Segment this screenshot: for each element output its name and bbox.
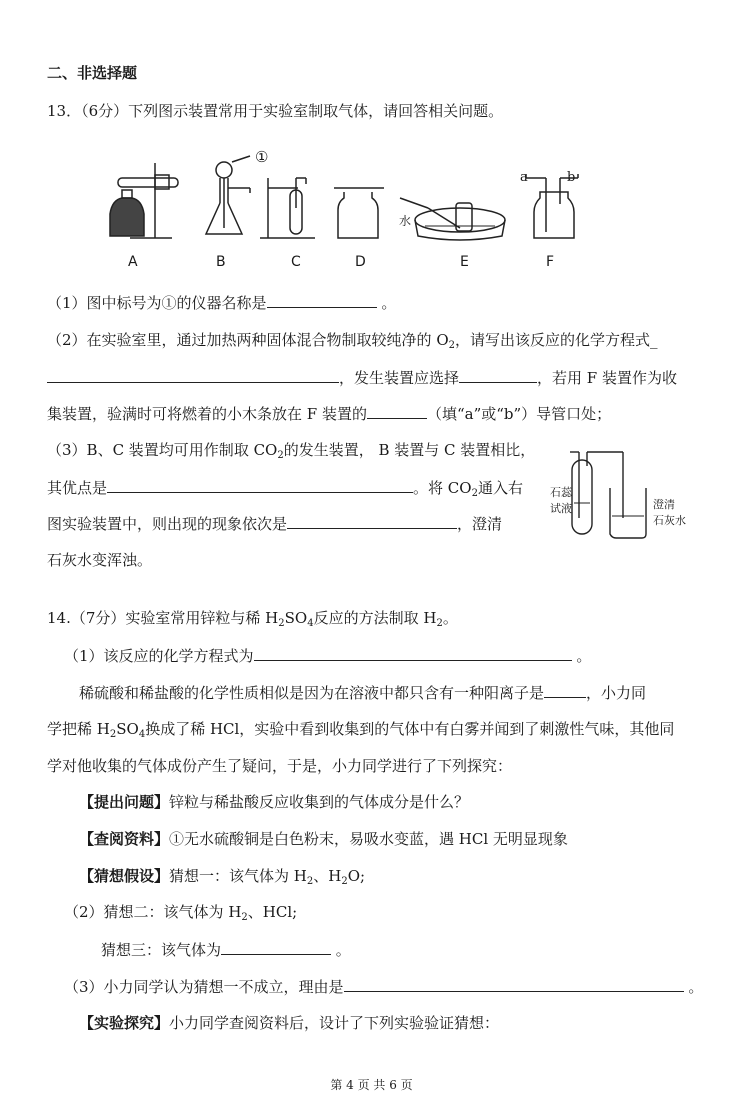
answer-blank[interactable] (544, 682, 586, 698)
apparatus-label-f: F (546, 254, 555, 270)
q14-part1: （1）该反应的化学方程式为 。 (64, 647, 592, 665)
q13-apparatus-figure (100, 148, 590, 248)
apparatus-d (334, 188, 384, 238)
q13-part2-line2: ，发生装置应选择 ，若用 F 装置作为收 (47, 367, 677, 388)
q13-part3-line4: 石灰水变浑浊。 (47, 551, 153, 569)
q13-part3-line1: （3）B、C 装置均可用作制取 $CO_2$的发生装置， B 装置与 C 装置相比， (47, 441, 536, 461)
apparatus-e (400, 198, 505, 240)
q14-para-line1: 稀硫酸和稀盐酸的化学性质相似是因为在溶液中都只含有一种阳离子是 ，小力同 (79, 684, 647, 702)
label-water: 水 (399, 214, 412, 228)
label-litmus-1: 石蕊 (550, 486, 572, 499)
label-litmus-2: 试液 (550, 502, 572, 515)
apparatus-c (260, 178, 315, 238)
co2-test-figure (560, 448, 680, 543)
q13-part1: （1）图中标号为①的仪器名称是 。 (47, 294, 397, 312)
answer-blank[interactable] (221, 939, 331, 955)
q14-stem: 14.（7分）实验室常用锌粒与稀 $H_2SO_4$反应的方法制取 $H_2$。 (47, 609, 458, 629)
answer-blank[interactable] (267, 292, 377, 308)
label-tube-b: b (567, 170, 576, 185)
q13-part2-line3: 集装置，验满时可将燃着的小木条放在 F 装置的 （填“a”或“b”）导管口处； (47, 405, 612, 423)
q14-hypothesis: 【猜想假设】猜想一：该气体为 $H_2$、$H_2O$; (79, 867, 366, 887)
q14-para-line3: 学对他收集的气体成份产生了疑问，于是，小力同学进行了下列探究： (47, 757, 513, 775)
q14-question: 【提出问题】锌粒与稀盐酸反应收集到的气体成分是什么？ (79, 793, 470, 811)
q14-experiment: 【实验探究】小力同学查阅资料后，设计了下列实验验证猜想： (79, 1014, 500, 1032)
q13-part3-line2: 其优点是 。将 $CO_2$通入右 (47, 479, 523, 499)
apparatus-label-c: C (291, 254, 301, 270)
answer-blank[interactable] (254, 645, 572, 661)
answer-blank[interactable] (367, 403, 427, 419)
answer-blank[interactable] (344, 976, 684, 992)
q14-hypothesis-2: （2）猜想二：该气体为 $H_2$、HCl; (64, 903, 298, 923)
q14-para-line2: 学把稀 $H_2SO_4$换成了稀 HCl，实验中看到收集到的气体中有白雾并闻到了刺激性气味，其他同 (47, 720, 675, 740)
q14-part3: （3）小力同学认为猜想一不成立，理由是 。 (64, 978, 704, 996)
apparatus-b (206, 156, 250, 234)
apparatus-label-e: E (460, 254, 469, 270)
page-footer: 第 4 页 共 6 页 (330, 1078, 413, 1092)
q13-stem: 13．（6分）下列图示装置常用于实验室制取气体，请回答相关问题。 (47, 102, 504, 120)
marker-circle-1: ① (255, 148, 269, 166)
q14-reference: 【查阅资料】①无水硫酸铜是白色粉末，易吸水变蓝，遇 HCl 无明显现象 (79, 830, 568, 848)
label-limewater-1: 澄清 (653, 498, 675, 511)
q13-part2-line1: （2）在实验室里，通过加热两种固体混合物制取较纯净的 $O_2$，请写出该反应的化学方程式_ (47, 331, 658, 351)
section-title: 二、非选择题 (47, 64, 138, 82)
answer-blank[interactable] (287, 513, 457, 529)
label-limewater-2: 石灰水 (653, 514, 686, 527)
answer-blank[interactable] (459, 367, 537, 383)
q13-part3-line3: 图实验装置中，则出现的现象依次是 ，澄清 (47, 515, 503, 533)
answer-blank[interactable] (47, 367, 339, 383)
apparatus-label-d: D (355, 254, 366, 270)
answer-blank[interactable] (107, 477, 413, 493)
label-tube-a: a (520, 170, 528, 185)
apparatus-label-a: A (128, 254, 138, 270)
apparatus-label-b: B (216, 254, 226, 270)
q14-hypothesis-3: 猜想三：该气体为 。 (101, 941, 351, 959)
apparatus-a (110, 163, 178, 238)
